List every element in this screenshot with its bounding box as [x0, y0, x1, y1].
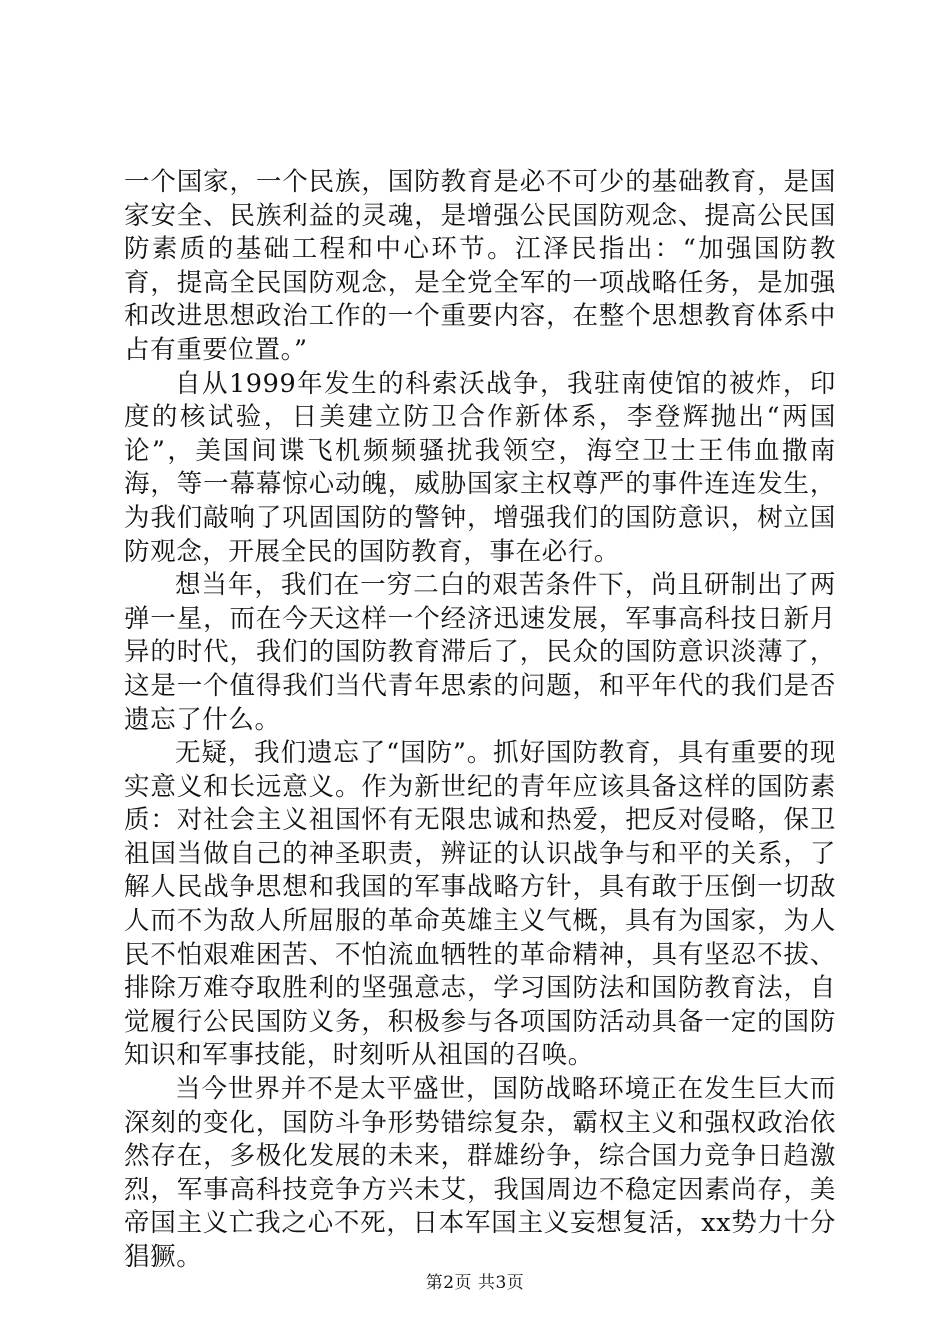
paragraph-4: 无疑，我们遗忘了“国防”。抓好国防教育，具有重要的现实意义和长远意义。作为新世纪的青年应该具备这样的国防素质：对社会主义祖国怀有无限忠诚和热爱，把反对侵略，保卫祖国当做自己的神圣职责，辨证的认识战争与和平的关系，了解人民战争思想和我国的军事战略方针，具有敢于压倒一切敌人而不为敌人所屈服的革命英雄主义气概，具有为国家，为人民不怕艰难困苦、不怕流血牺牲的革命精神，具有坚忍不拔、排除万难夺取胜利的坚强意志，学习国防法和国防教育法，自觉履行公民国防义务，积极参与各项国防活动具备一定的国防知识和军事技能，时刻听从祖国的召唤。 — [124, 738, 836, 1071]
paragraph-1: 一个国家，一个民族，国防教育是必不可少的基础教育，是国家安全、民族利益的灵魂，是增强公民国防观念、提高公民国防素质的基础工程和中心环节。江泽民指出：“加强国防教育，提高全民国防观念，是全党全军的一项战略任务，是加强和改进思想政治工作的一个重要内容，在整个思想教育体系中占有重要位置。” — [124, 167, 836, 365]
page-footer: 第2页 共3页 — [425, 1273, 525, 1293]
document-body — [124, 166, 836, 1275]
paragraph-2: 自从1999年发生的科索沃战争，我驻南使馆的被炸，印度的核试验，日美建立防卫合作新体系，李登辉抛出“两国论”，美国间谍飞机频频骚扰我领空，海空卫士王伟血撒南海，等一幕幕惊心动魄，威胁国家主权尊严的事件连连发生，为我们敲响了巩固国防的警钟，增强我们的国防意识，树立国防观念，开展全民的国防教育，事在必行。 — [124, 368, 836, 567]
paragraph-3: 想当年，我们在一穷二白的艰苦条件下，尚且研制出了两弹一星，而在今天这样一个经济迅速发展，军事高科技日新月异的时代，我们的国防教育滞后了，民众的国防意识淡薄了，这是一个值得我们当代青年思索的问题，和平年代的我们是否遗忘了什么。 — [124, 570, 836, 735]
paragraph-5: 当今世界并不是太平盛世，国防战略环境正在发生巨大而深刻的变化，国防斗争形势错综复杂，霸权主义和强权政治依然存在，多极化发展的未来，群雄纷争，综合国力竞争日趋激烈，军事高科技竞争方兴未艾，我国周边不稳定因素尚存，美帝国主义亡我之心不死，日本军国主义妄想复活，xx势力十分猖獗。 — [124, 1074, 836, 1272]
